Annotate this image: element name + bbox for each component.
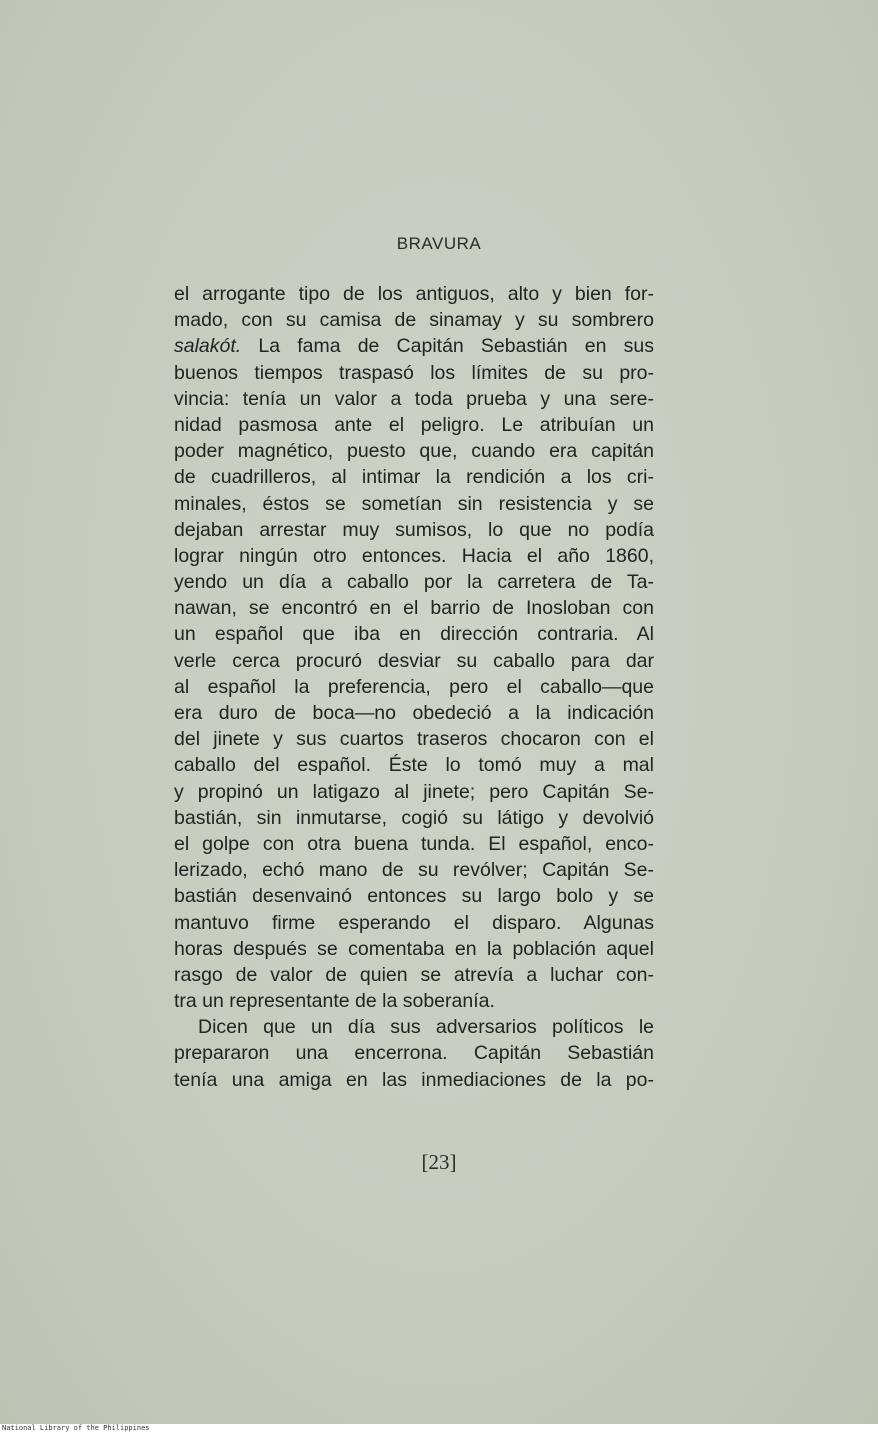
text-line: al español la preferencia, pero el caballo—que [174, 675, 654, 698]
text-line: era duro de boca—no obedeció a la indicación [174, 702, 654, 724]
text-line: poder magnético, puesto que, cuando era capitán [174, 440, 654, 463]
text-line: un español que iba en dirección contraria. Al [174, 623, 654, 646]
text-line [174, 333, 654, 359]
text-line: lerizado, echó mano de su revólver; Capitán Se- [174, 859, 654, 882]
text-line: vincia: tenía un valor a toda prueba y una sere- [174, 387, 654, 410]
text-line: de cuadrilleros, al intimar la rendición a los cri- [174, 466, 654, 489]
text-line: del jinete y sus cuartos traseros chocaron con el [174, 728, 654, 751]
text-line: rasgo de valor de quien se atrevía a luchar con- [174, 963, 654, 986]
text-run: La fama de Capitán Sebastián en sus [241, 335, 654, 358]
text-line: horas después se comentaba en la población aquel [174, 937, 654, 960]
text-line: minales, éstos se sometían sin resistencia y se [174, 492, 654, 515]
body-text [174, 281, 654, 1093]
text-line: nawan, se encontró en el barrio de Inosloban con [174, 597, 654, 620]
footer-strip [0, 1424, 878, 1433]
text-line: dejaban arrestar muy sumisos, lo que no podía [174, 518, 654, 541]
text-line: lograr ningún otro entonces. Hacia el año 1860, [174, 544, 654, 567]
text-line: bastián, sin inmutarse, cogió su látigo y devolvió [174, 806, 654, 829]
text-line: y propinó un latigazo al jinete; pero Capitán Se- [174, 780, 654, 803]
text-line: el arrogante tipo de los antiguos, alto y bien for- [174, 283, 654, 305]
text-line: verle cerca procuró desviar su caballo para dar [174, 649, 654, 672]
text-line: tenía una amiga en las inmediaciones de la po- [174, 1068, 654, 1091]
text-line: bastián desenvainó entonces su largo bolo y se [174, 885, 654, 908]
text-line: tra un representante de la soberanía. [174, 990, 495, 1013]
text-line: yendo un día a caballo por la carretera de Ta- [174, 571, 654, 594]
page-number: [23] [421, 1150, 457, 1174]
italic-word: salakót. [174, 335, 242, 358]
library-credit: National Library of the Philippines [2, 1424, 150, 1432]
text-line: mado, con su camisa de sinamay y su sombrero [174, 309, 654, 332]
text-line: prepararon una encerrona. Capitán Sebastián [174, 1042, 654, 1065]
text-line: nidad pasmosa ante el peligro. Le atribuían un [174, 413, 654, 436]
text-line: el golpe con otra buena tunda. El español, enco- [174, 832, 654, 855]
text-line: buenos tiempos traspasó los límites de su pro- [174, 361, 654, 384]
text-line: caballo del español. Éste lo tomó muy a mal [174, 754, 654, 777]
text-line: Dicen que un día sus adversarios políticos le [198, 1016, 654, 1039]
running-head: BRAVURA [396, 234, 482, 253]
text-line: mantuvo firme esperando el disparo. Algunas [174, 911, 654, 934]
